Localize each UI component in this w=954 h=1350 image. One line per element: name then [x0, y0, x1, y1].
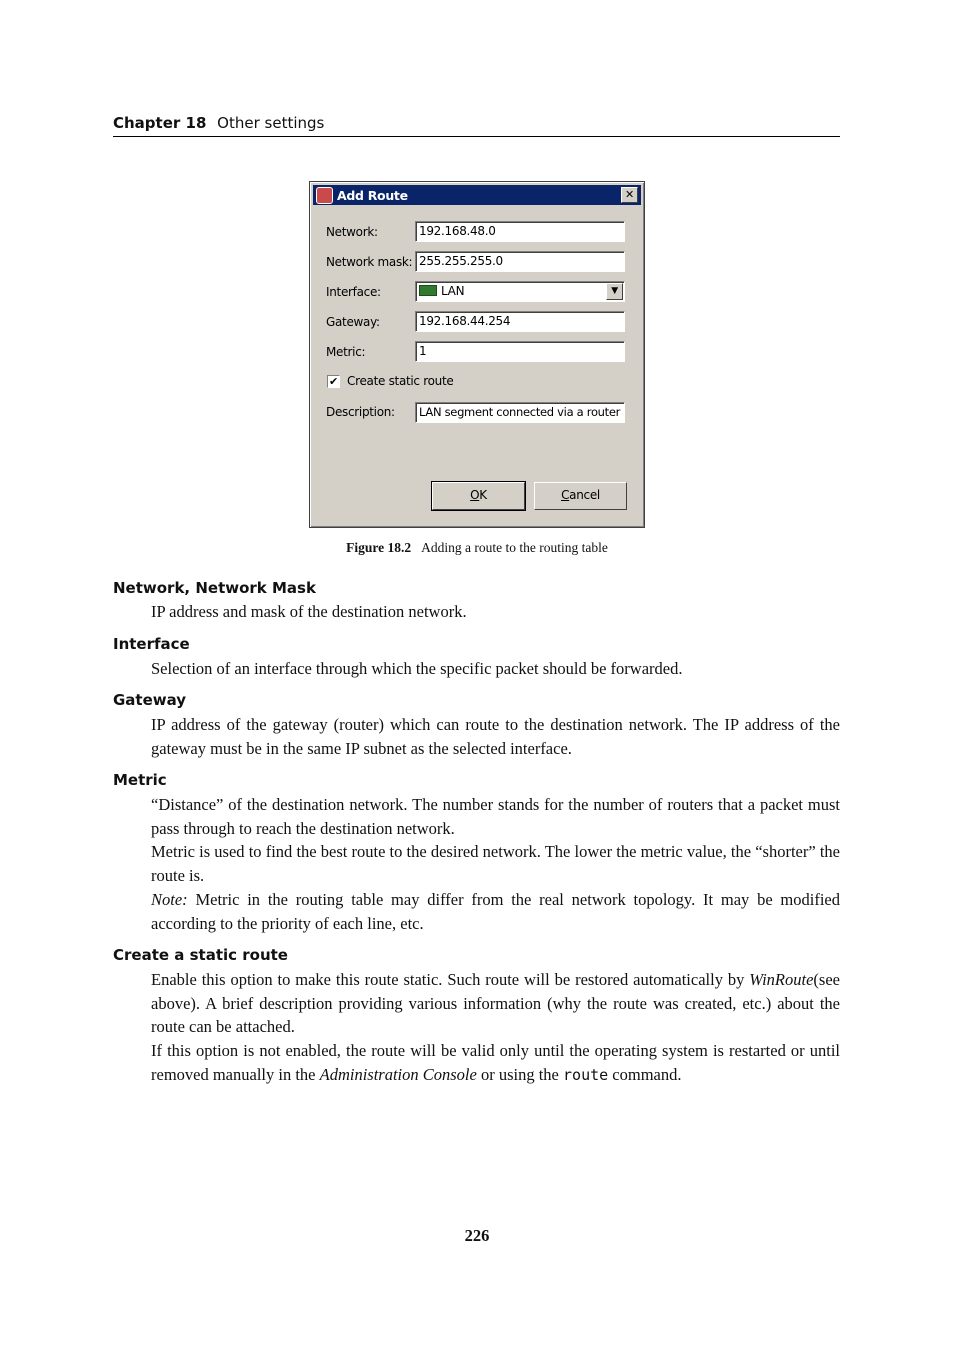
description-label: Description: — [326, 405, 395, 419]
def-metric-p3 — [151, 888, 840, 935]
description-field[interactable]: LAN segment connected via a router — [415, 402, 625, 423]
chapter-label: Chapter 18 — [113, 114, 207, 132]
term-gateway: Gateway — [113, 691, 187, 709]
figure-caption — [0, 540, 954, 556]
def-gateway-text: IP address of the gateway (router) which can route to the destination network. The IP address of the gateway must be in the same IP subnet as the selected interface. — [151, 715, 840, 758]
network-label: Network: — [326, 225, 378, 239]
ok-button[interactable] — [432, 482, 525, 510]
network-card-icon — [419, 285, 437, 296]
static-p2-middle: or using the — [480, 1064, 559, 1084]
route-command: route — [563, 1065, 609, 1084]
network-mask-label: Network mask: — [326, 255, 413, 269]
def-interface — [151, 657, 840, 681]
cancel-underlined: C — [561, 488, 570, 502]
interface-value: LAN — [441, 284, 465, 298]
def-static-p2 — [151, 1039, 840, 1087]
static-route-checkbox[interactable]: ✔ — [327, 375, 340, 388]
network-field[interactable]: 192.168.48.0 — [415, 221, 625, 242]
metric-label: Metric: — [326, 345, 366, 359]
def-gateway — [151, 713, 840, 760]
admin-console-name: Administration Console — [319, 1064, 477, 1084]
def-static-p1 — [151, 968, 840, 1039]
static-p1-before: Enable this option to make this route static. Such route will be restored automatically by — [151, 970, 745, 989]
ok-underlined: O — [470, 488, 480, 502]
static-p2-before: If this option is not enabled, the route will be valid only until the operating system is restarted or until removed manually in the — [151, 1041, 840, 1084]
note-label: Note: — [151, 889, 188, 909]
dialog-title: Add Route — [337, 188, 408, 203]
static-p1-after: (see above). A brief description providing various information (why the route was created, etc.) about the route can be attached. — [151, 970, 840, 1037]
term-static-route: Create a static route — [113, 946, 288, 964]
section-label: Other settings — [217, 114, 325, 132]
close-icon[interactable]: ✕ — [621, 187, 638, 203]
running-header — [113, 114, 840, 137]
def-network — [151, 600, 840, 624]
ok-rest: K — [479, 488, 487, 502]
cancel-button[interactable] — [534, 482, 627, 510]
def-metric — [151, 793, 840, 935]
gateway-field[interactable]: 192.168.44.254 — [415, 311, 625, 332]
term-metric: Metric — [113, 771, 167, 789]
cancel-rest: ancel — [569, 488, 600, 502]
static-route-label: Create static route — [347, 374, 454, 388]
add-route-dialog — [309, 181, 645, 528]
caption-text: Adding a route to the routing table — [421, 540, 608, 555]
gateway-label: Gateway: — [326, 315, 380, 329]
metric-field[interactable]: 1 — [415, 341, 625, 362]
interface-select[interactable] — [415, 281, 625, 302]
term-network: Network, Network Mask — [113, 579, 316, 597]
winroute-name: WinRoute — [749, 970, 814, 989]
interface-label: Interface: — [326, 285, 381, 299]
static-p2-after: command. — [612, 1064, 682, 1084]
note-text: Metric in the routing table may differ from the real network topology. It may be modified according to the priority of each line, etc. — [151, 889, 840, 933]
def-interface-text: Selection of an interface through which the specific packet should be forwarded. — [151, 659, 683, 678]
dialog-titlebar — [313, 185, 641, 205]
term-interface: Interface — [113, 635, 190, 653]
chevron-down-icon[interactable]: ▼ — [606, 283, 623, 300]
def-network-text: IP address and mask of the destination network. — [151, 602, 467, 621]
app-icon — [316, 187, 333, 204]
def-static-route — [151, 968, 840, 1088]
def-metric-p1: “Distance” of the destination network. The number stands for the number of routers that a packet must pass through to reach the destination network. — [151, 795, 840, 838]
page-number: 226 — [464, 1226, 490, 1245]
def-metric-p2: Metric is used to find the best route to the desired network. The lower the metric value, the “shorter” the route is. — [151, 842, 840, 886]
network-mask-field[interactable]: 255.255.255.0 — [415, 251, 625, 272]
figure-number: Figure 18.2 — [346, 540, 412, 555]
